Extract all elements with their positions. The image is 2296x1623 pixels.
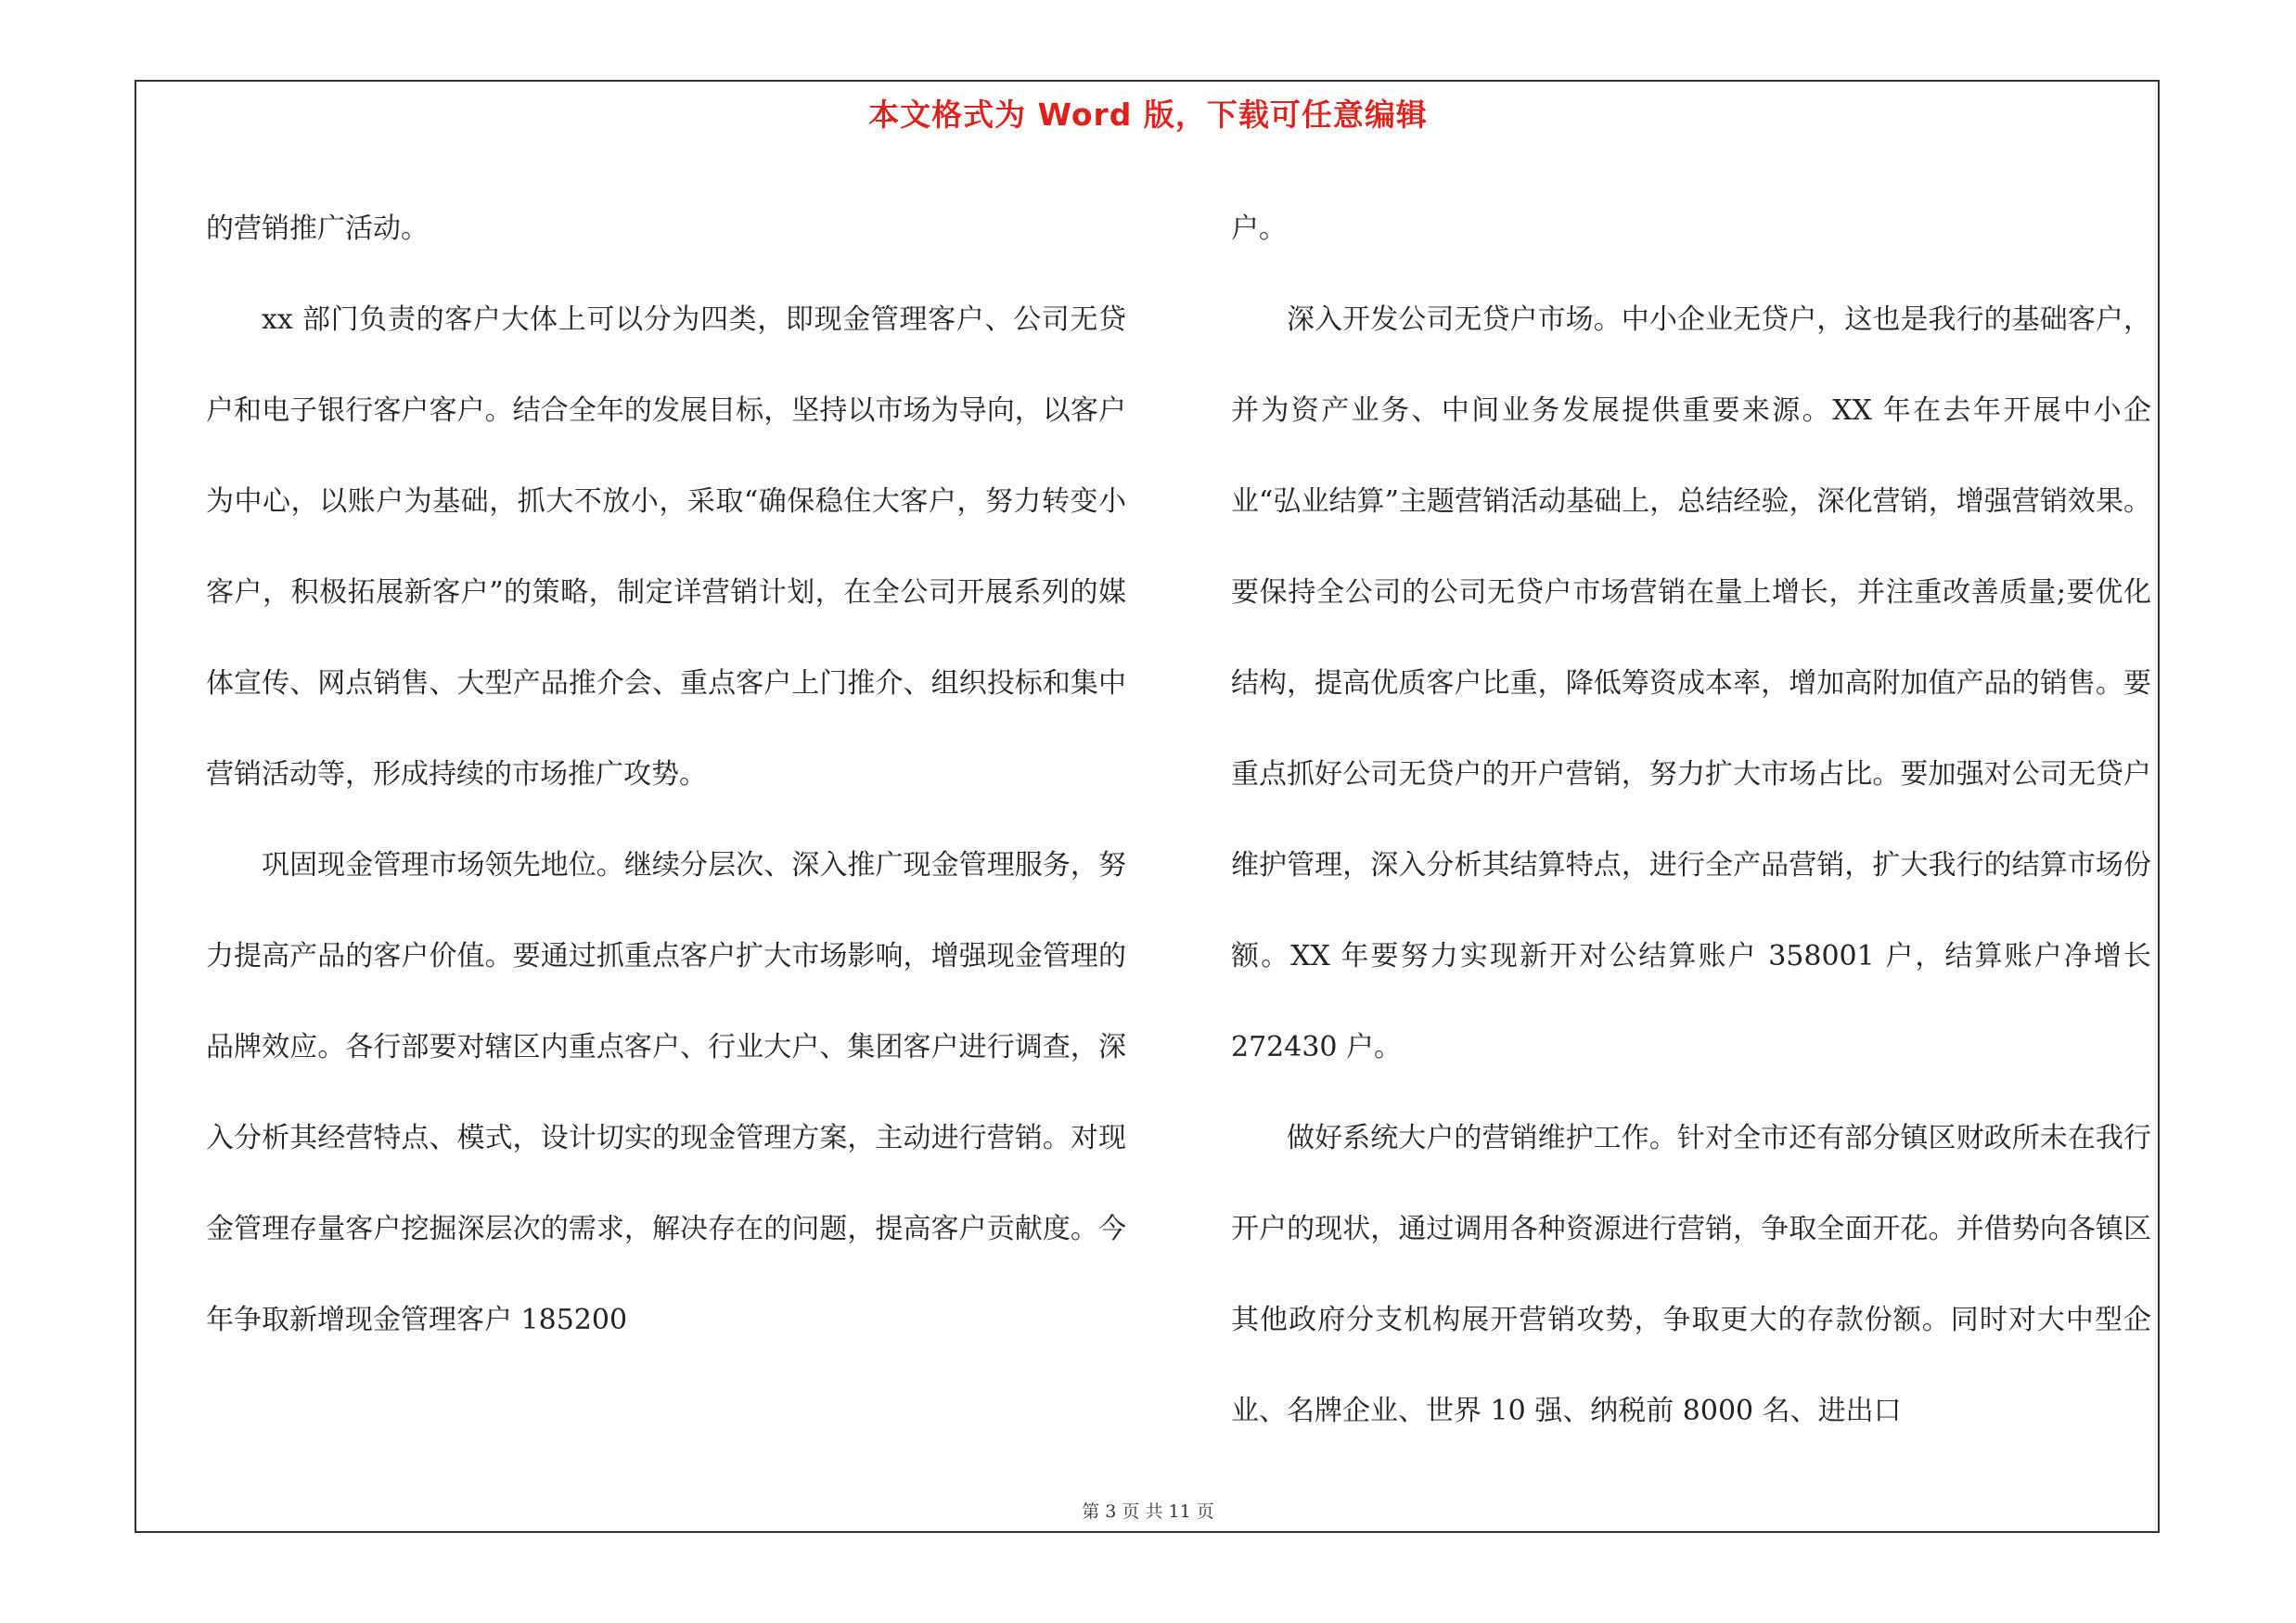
paragraph: 深入开发公司无贷户市场。中小企业无贷户，这也是我行的基础客户，并为资产业务、中间业务发展提供重要来源。XX 年在去年开展中小企业“弘业结算”主题营销活动基础上，总结经验，深化营销，增强营销效果。要保持全公司的公司无贷户市场营销在量上增长，并注重改善质量;要优化结构，提高优质客户比重，降低筹资成本率，增加高附加值产品的销售。要重点抓好公司无贷户的开户营销，努力扩大市场占比。要加强对公司无贷户维护管理，深入分析其结算特点，进行全产品营销，扩大我行的结算市场份额。XX 年要努力实现新开对公结算账户 358001 户，结算账户净增长 272430 户。 (1231, 303, 2151, 1063)
paragraph: 做好系统大户的营销维护工作。针对全市还有部分镇区财政所未在我行开户的现状，通过调用各种资源进行营销，争取全面开花。并借势向各镇区其他政府分支机构展开营销攻势，争取更大的存款份额。同时对大中型企业、名牌企业、世界 10 强、纳税前 8000 名、进出口 (1231, 1122, 2151, 1427)
paragraph-continuation: 户。 (1231, 213, 1287, 245)
left-column (206, 184, 1126, 1366)
right-column (1231, 184, 2151, 1457)
paragraph-continuation: 的营销推广活动。 (206, 213, 429, 245)
paragraph: xx 部门负责的客户大体上可以分为四类，即现金管理客户、公司无贷户和电子银行客户客户。结合全年的发展目标，坚持以市场为导向，以客户为中心，以账户为基础，抓大不放小，采取“确保稳住大客户，努力转变小客户，积极拓展新客户”的策略，制定详营销计划，在全公司开展系列的媒体宣传、网点销售、大型产品推介会、重点客户上门推介、组织投标和集中营销活动等，形成持续的市场推广攻势。 (206, 303, 1126, 791)
paragraph: 巩固现金管理市场领先地位。继续分层次、深入推广现金管理服务，努力提高产品的客户价值。要通过抓重点客户扩大市场影响，增强现金管理的品牌效应。各行部要对辖区内重点客户、行业大户、集团客户进行调查，深入分析其经营特点、模式，设计切实的现金管理方案，主动进行营销。对现金管理存量客户挖掘深层次的需求，解决存在的问题，提高客户贡献度。今年争取新增现金管理客户 185200 (206, 849, 1126, 1336)
download-banner: 本文格式为 Word 版，下载可任意编辑 (868, 97, 1428, 133)
page-number-footer: 第 3 页 共 11 页 (1082, 1501, 1214, 1522)
